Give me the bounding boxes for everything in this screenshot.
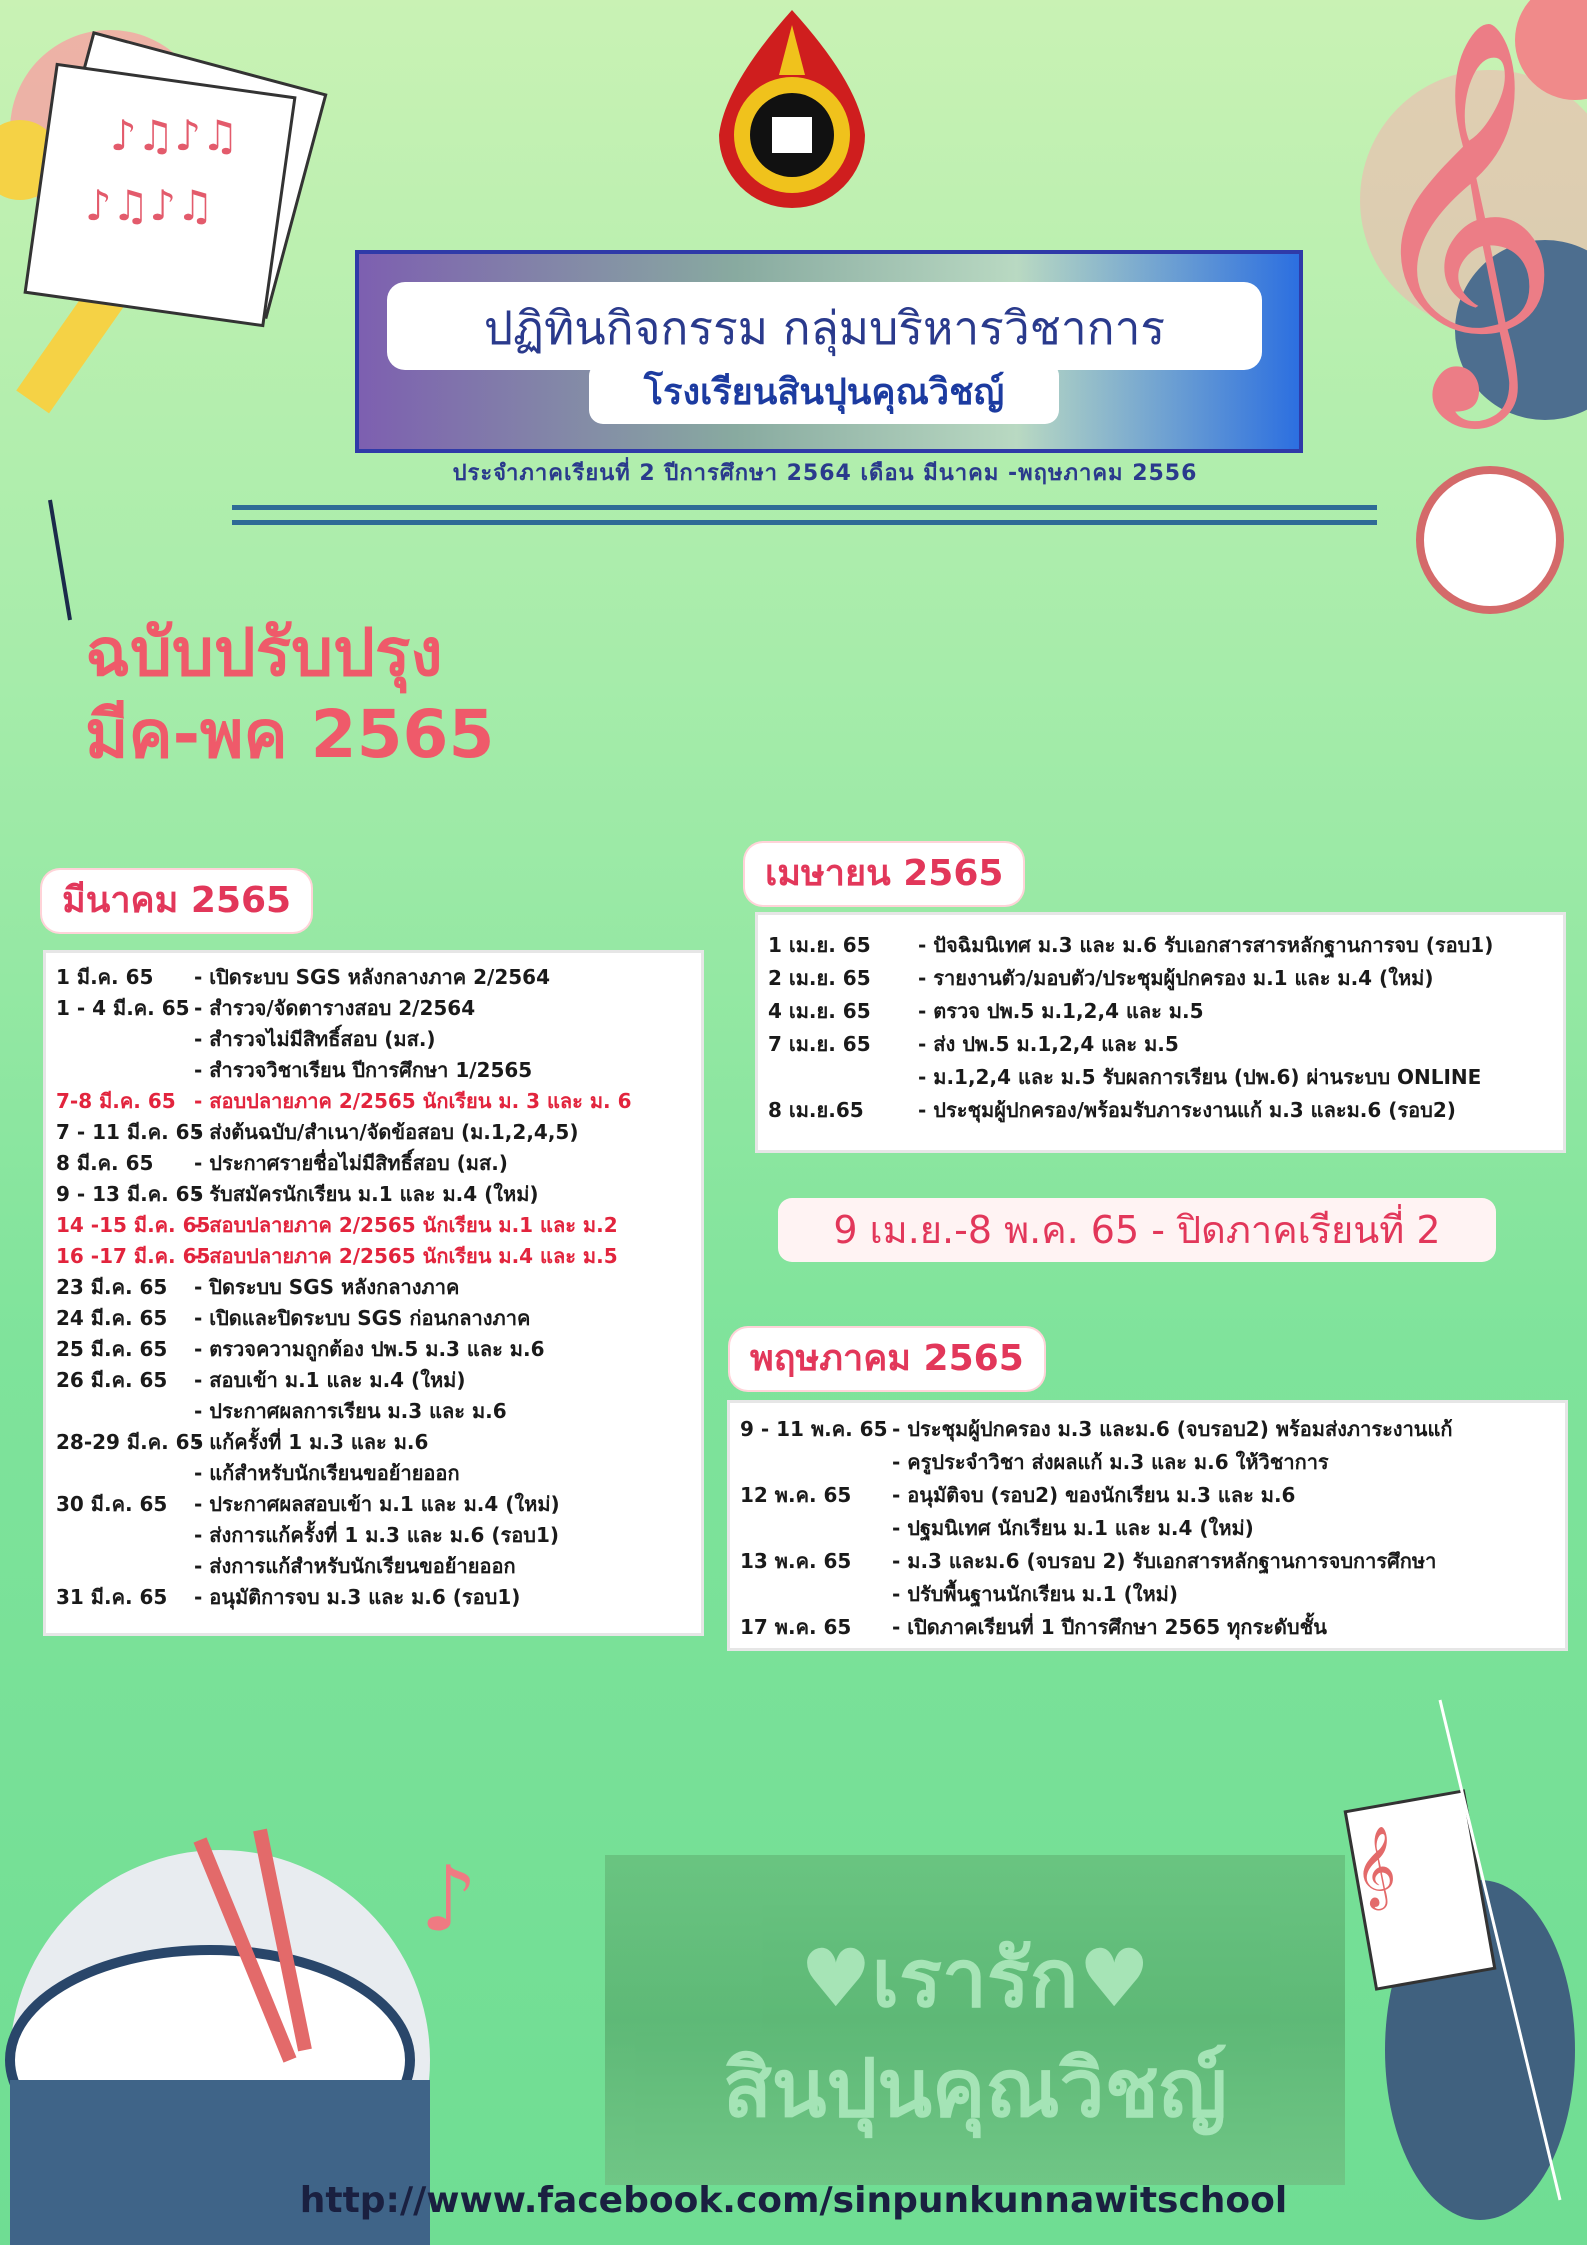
schedule-date: 26 มี.ค. 65 bbox=[56, 1368, 168, 1392]
svg-text:𝄞: 𝄞 bbox=[1360, 15, 1561, 411]
schedule-text: - ปิดระบบ SGS หลังกลางภาค bbox=[194, 1275, 460, 1299]
schedule-date: 1 - 4 มี.ค. 65 bbox=[56, 996, 190, 1020]
schedule-text: - ส่ง ปพ.5 ม.1,2,4 และ ม.5 bbox=[918, 1032, 1179, 1056]
schedule-text: - แก้สำหรับนักเรียนขอย้ายออก bbox=[194, 1461, 460, 1485]
schedule-date: 1 เม.ย. 65 bbox=[768, 933, 871, 957]
schedule-text: - ปัจฉิมนิเทศ ม.3 และ ม.6 รับเอกสารสารหลักฐานการจบ (รอบ1) bbox=[918, 933, 1494, 957]
schedule-text: - ส่งการแก้สำหรับนักเรียนขอย้ายออก bbox=[194, 1554, 516, 1578]
schedule-text: - เปิดระบบ SGS หลังกลางภาค 2/2564 bbox=[194, 965, 551, 989]
schedule-text: - สอบปลายภาค 2/2565 นักเรียน ม.1 และ ม.2 bbox=[194, 1213, 618, 1237]
schedule-date: 7 - 11 มี.ค. 65 bbox=[56, 1120, 204, 1144]
term-subtitle: ประจำภาคเรียนที่ 2 ปีการศึกษา 2564 เดือน มีนาคม -พฤษภาคม 2556 bbox=[452, 461, 1198, 486]
schedule-date: 16 -17 มี.ค. 65 bbox=[56, 1244, 211, 1268]
schedule-text: - อนุมัติการจบ ม.3 และ ม.6 (รอบ1) bbox=[194, 1585, 521, 1609]
semester-break-notice: 9 เม.ย.-8 พ.ค. 65 - ปิดภาคเรียนที่ 2 bbox=[778, 1198, 1496, 1262]
schedule-text: - ตรวจ ปพ.5 ม.1,2,4 และ ม.5 bbox=[918, 999, 1204, 1023]
schedule-text: - ปฐมนิเทศ นักเรียน ม.1 และ ม.4 (ใหม่) bbox=[892, 1516, 1254, 1540]
violin-illustration bbox=[1345, 1700, 1575, 2220]
schedule-date: 12 พ.ค. 65 bbox=[740, 1483, 852, 1507]
schedule-text: - สอบปลายภาค 2/2565 นักเรียน ม.4 และ ม.5 bbox=[194, 1244, 618, 1268]
april-schedule-panel bbox=[755, 912, 1566, 1153]
schedule-text: - ประกาศผลสอบเข้า ม.1 และ ม.4 (ใหม่) bbox=[194, 1492, 560, 1516]
schedule-date: 9 - 11 พ.ค. 65 bbox=[740, 1417, 888, 1441]
school-logo bbox=[710, 5, 875, 210]
school-photo bbox=[605, 1855, 1345, 2185]
treble-clef-illustration bbox=[1360, 0, 1587, 610]
schedule-text: - สอบเข้า ม.1 และ ม.4 (ใหม่) bbox=[194, 1368, 466, 1392]
photo-caption-2: สินปุนคุณวิชญ์ bbox=[722, 2042, 1228, 2135]
schedule-text: - แก้ครั้งที่ 1 ม.3 และ ม.6 bbox=[194, 1430, 429, 1454]
may-schedule-panel bbox=[727, 1400, 1568, 1651]
divider-line bbox=[232, 505, 1377, 510]
svg-text:♪♫♪♫: ♪♫♪♫ bbox=[85, 181, 214, 230]
svg-text:♪♫♪♫: ♪♫♪♫ bbox=[110, 111, 239, 160]
schedule-text: - เปิดและปิดระบบ SGS ก่อนกลางภาค bbox=[194, 1306, 531, 1330]
schedule-date: 30 มี.ค. 65 bbox=[56, 1492, 168, 1516]
revised-line-2: มีค-พค 2565 bbox=[85, 696, 495, 773]
schedule-text: - ครูประจำวิชา ส่งผลแก้ ม.3 และ ม.6 ให้วิชาการ bbox=[892, 1450, 1329, 1474]
schedule-date: 31 มี.ค. 65 bbox=[56, 1585, 168, 1609]
may-heading: พฤษภาคม 2565 bbox=[730, 1328, 1044, 1390]
photo-caption-1: ♥เรารัก♥ bbox=[799, 1932, 1151, 2025]
svg-text:𝄞: 𝄞 bbox=[1355, 1825, 1397, 1907]
schedule-text: - ตรวจความถูกต้อง ปพ.5 ม.3 และ ม.6 bbox=[194, 1337, 545, 1361]
april-heading: เมษายน 2565 bbox=[745, 843, 1023, 905]
schedule-text: - อนุมัติจบ (รอบ2) ของนักเรียน ม.3 และ ม.6 bbox=[892, 1483, 1296, 1507]
schedule-text: - ปรับพื้นฐานนักเรียน ม.1 (ใหม่) bbox=[892, 1582, 1178, 1606]
schedule-date: 4 เม.ย. 65 bbox=[768, 999, 871, 1023]
schedule-date: 23 มี.ค. 65 bbox=[56, 1275, 168, 1299]
schedule-date: 1 มี.ค. 65 bbox=[56, 965, 154, 989]
svg-text:♪: ♪ bbox=[420, 1847, 478, 1952]
school-name: โรงเรียนสินปุนคุณวิชญ์ bbox=[589, 362, 1059, 424]
march-schedule-panel bbox=[43, 950, 704, 1636]
title-card bbox=[387, 282, 1262, 370]
schedule-date: 2 เม.ย. 65 bbox=[768, 966, 871, 990]
schedule-text: - สำรวจวิชาเรียน ปีการศึกษา 1/2565 bbox=[194, 1058, 533, 1082]
schedule-date: 28-29 มี.ค. 65 bbox=[56, 1430, 204, 1454]
page-title: ปฏิทินกิจกรรม กลุ่มบริหารวิชาการ bbox=[483, 301, 1166, 355]
schedule-text: - ประกาศรายชื่อไม่มีสิทธิ์สอบ (มส.) bbox=[194, 1151, 508, 1175]
schedule-text: - สำรวจ/จัดตารางสอบ 2/2564 bbox=[194, 996, 476, 1020]
facebook-link[interactable]: http://www.facebook.com/sinpunkunnawitschool bbox=[299, 2180, 1288, 2221]
schedule-text: - รายงานตัว/มอบตัว/ประชุมผู้ปกครอง ม.1 และ ม.4 (ใหม่) bbox=[918, 966, 1434, 990]
divider-line bbox=[232, 520, 1377, 525]
schedule-text: - สอบปลายภาค 2/2565 นักเรียน ม. 3 และ ม. 6 bbox=[194, 1089, 632, 1113]
schedule-text: - ประชุมผู้ปกครอง/พร้อมรับภาระงานแก้ ม.3 และม.6 (รอบ2) bbox=[918, 1098, 1456, 1122]
schedule-text: - ม.3 และม.6 (จบรอบ 2) รับเอกสารหลักฐานการจบการศึกษา bbox=[892, 1549, 1437, 1573]
schedule-date: 13 พ.ค. 65 bbox=[740, 1549, 852, 1573]
schedule-text: - รับสมัครนักเรียน ม.1 และ ม.4 (ใหม่) bbox=[194, 1182, 539, 1206]
schedule-date: 24 มี.ค. 65 bbox=[56, 1306, 168, 1330]
schedule-date: 17 พ.ค. 65 bbox=[740, 1615, 852, 1639]
schedule-text: - ม.1,2,4 และ ม.5 รับผลการเรียน (ปพ.6) ผ่านระบบ ONLINE bbox=[918, 1065, 1482, 1089]
schedule-text: - สำรวจไม่มีสิทธิ์สอบ (มส.) bbox=[194, 1027, 436, 1051]
schedule-date: 9 - 13 มี.ค. 65 bbox=[56, 1182, 204, 1206]
schedule-text: - เปิดภาคเรียนที่ 1 ปีการศึกษา 2565 ทุกระดับชั้น bbox=[892, 1615, 1327, 1639]
schedule-date: 7-8 มี.ค. 65 bbox=[56, 1089, 176, 1113]
music-stand-illustration bbox=[0, 30, 326, 620]
schedule-text: - ส่งต้นฉบับ/สำเนา/จัดข้อสอบ (ม.1,2,4,5) bbox=[194, 1120, 579, 1144]
header-panel bbox=[355, 250, 1303, 453]
march-heading: มีนาคม 2565 bbox=[42, 870, 311, 932]
schedule-text: - ประกาศผลการเรียน ม.3 และ ม.6 bbox=[194, 1399, 507, 1423]
revised-edition-label bbox=[85, 612, 494, 776]
schedule-text: - ประชุมผู้ปกครอง ม.3 และม.6 (จบรอบ2) พร้อมส่งภาระงานแก้ bbox=[892, 1417, 1453, 1441]
schedule-date: 14 -15 มี.ค. 65 bbox=[56, 1213, 211, 1237]
schedule-date: 25 มี.ค. 65 bbox=[56, 1337, 168, 1361]
schedule-date: 8 เม.ย.65 bbox=[768, 1098, 864, 1122]
schedule-text: - ส่งการแก้ครั้งที่ 1 ม.3 และ ม.6 (รอบ1) bbox=[194, 1523, 560, 1547]
revised-line-1: ฉบับปรับปรุง bbox=[85, 614, 443, 691]
schedule-date: 8 มี.ค. 65 bbox=[56, 1151, 154, 1175]
schedule-date: 7 เม.ย. 65 bbox=[768, 1032, 871, 1056]
